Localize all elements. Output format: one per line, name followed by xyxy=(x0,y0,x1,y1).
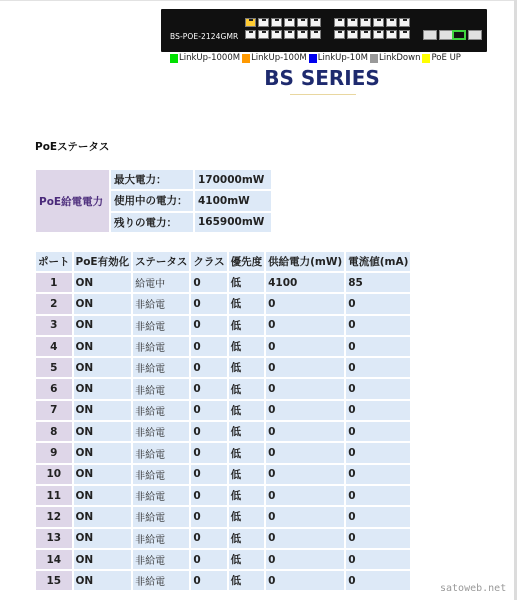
class-cell: 0 xyxy=(191,465,226,484)
priority-cell: 低 xyxy=(229,294,265,313)
table-row xyxy=(36,443,410,462)
legend-item xyxy=(242,53,307,63)
poe-enabled-cell: ON xyxy=(74,550,132,569)
status-cell: 非給電 xyxy=(133,401,189,420)
class-cell: 0 xyxy=(191,337,226,356)
sfp-port-3[interactable] xyxy=(452,30,466,40)
column-header-current: 電流値(mA) xyxy=(346,252,410,271)
title-underline xyxy=(290,94,356,95)
priority-cell: 低 xyxy=(229,379,265,398)
class-cell: 0 xyxy=(191,507,226,526)
status-cell: 非給電 xyxy=(133,486,189,505)
legend-label: LinkUp-1000M xyxy=(179,53,241,63)
current-cell: 85 xyxy=(346,273,410,292)
poe-port-status-table xyxy=(34,250,412,592)
priority-cell: 低 xyxy=(229,316,265,335)
port-11[interactable] xyxy=(310,18,321,27)
port-number-cell: 8 xyxy=(36,422,72,441)
class-cell: 0 xyxy=(191,571,226,590)
power-cell: 0 xyxy=(266,486,344,505)
status-cell: 非給電 xyxy=(133,316,189,335)
class-cell: 0 xyxy=(191,401,226,420)
sfp-port-2[interactable] xyxy=(439,30,453,40)
table-row xyxy=(36,465,410,484)
port-1[interactable] xyxy=(245,18,256,27)
port-18[interactable] xyxy=(360,30,371,39)
class-cell: 0 xyxy=(191,422,226,441)
port-number-cell: 10 xyxy=(36,465,72,484)
port-block-left xyxy=(245,18,322,40)
legend-label: LinkUp-100M xyxy=(251,53,307,63)
current-cell: 0 xyxy=(346,422,410,441)
legend-item xyxy=(370,53,421,63)
status-cell: 給電中 xyxy=(133,273,189,292)
column-header-class: クラス xyxy=(191,252,226,271)
priority-cell: 低 xyxy=(229,273,265,292)
port-number-cell: 14 xyxy=(36,550,72,569)
legend-item xyxy=(170,53,240,63)
legend-swatch xyxy=(370,54,378,63)
port-17[interactable] xyxy=(360,18,371,27)
priority-cell: 低 xyxy=(229,358,265,377)
port-15[interactable] xyxy=(347,18,358,27)
class-cell: 0 xyxy=(191,550,226,569)
power-cell: 0 xyxy=(266,443,344,462)
status-cell: 非給電 xyxy=(133,550,189,569)
column-header-power: 供給電力(mW) xyxy=(266,252,344,271)
port-number-cell: 2 xyxy=(36,294,72,313)
summary-row xyxy=(36,170,271,189)
current-cell: 0 xyxy=(346,529,410,548)
port-5[interactable] xyxy=(271,18,282,27)
port-13[interactable] xyxy=(334,18,345,27)
class-cell: 0 xyxy=(191,379,226,398)
class-cell: 0 xyxy=(191,443,226,462)
current-cell: 0 xyxy=(346,358,410,377)
status-cell: 非給電 xyxy=(133,422,189,441)
column-header-poe-enabled: PoE有効化 xyxy=(74,252,132,271)
top-border xyxy=(0,0,517,1)
current-cell: 0 xyxy=(346,294,410,313)
column-header-status: ステータス xyxy=(133,252,189,271)
current-cell: 0 xyxy=(346,571,410,590)
legend-swatch xyxy=(309,54,317,63)
port-number-cell: 3 xyxy=(36,316,72,335)
current-cell: 0 xyxy=(346,401,410,420)
status-cell: 非給電 xyxy=(133,507,189,526)
power-cell: 0 xyxy=(266,571,344,590)
summary-label-remaining: 残りの電力： xyxy=(111,213,193,232)
port-21[interactable] xyxy=(386,18,397,27)
table-row xyxy=(36,529,410,548)
sfp-port-1[interactable] xyxy=(423,30,437,40)
priority-cell: 低 xyxy=(229,529,265,548)
legend-label: LinkDown xyxy=(378,53,421,63)
status-cell: 非給電 xyxy=(133,465,189,484)
class-cell: 0 xyxy=(191,358,226,377)
power-cell: 0 xyxy=(266,401,344,420)
port-6[interactable] xyxy=(271,30,282,39)
class-cell: 0 xyxy=(191,316,226,335)
power-cell: 0 xyxy=(266,529,344,548)
sfp-port-4[interactable] xyxy=(468,30,482,40)
port-number-cell: 11 xyxy=(36,486,72,505)
summary-value-used: 4100mW xyxy=(195,191,271,210)
summary-label-max: 最大電力： xyxy=(111,170,193,189)
class-cell: 0 xyxy=(191,529,226,548)
power-cell: 0 xyxy=(266,422,344,441)
summary-label-used: 使用中の電力： xyxy=(111,191,193,210)
port-number-cell: 13 xyxy=(36,529,72,548)
column-header-port: ポート xyxy=(36,252,72,271)
poe-enabled-cell: ON xyxy=(74,529,132,548)
table-row xyxy=(36,550,410,569)
poe-power-summary-table xyxy=(34,168,273,234)
table-row xyxy=(36,273,410,292)
table-row xyxy=(36,422,410,441)
poe-enabled-cell: ON xyxy=(74,273,132,292)
current-cell: 0 xyxy=(346,316,410,335)
priority-cell: 低 xyxy=(229,550,265,569)
port-9[interactable] xyxy=(297,18,308,27)
table-header-row xyxy=(36,252,410,271)
status-cell: 非給電 xyxy=(133,294,189,313)
port-19[interactable] xyxy=(373,18,384,27)
legend-item xyxy=(309,53,368,63)
poe-enabled-cell: ON xyxy=(74,337,132,356)
table-row xyxy=(36,379,410,398)
summary-value-max: 170000mW xyxy=(195,170,271,189)
legend-label: PoE UP xyxy=(431,53,461,63)
status-cell: 非給電 xyxy=(133,337,189,356)
column-header-priority: 優先度 xyxy=(229,252,265,271)
class-cell: 0 xyxy=(191,294,226,313)
port-22[interactable] xyxy=(386,30,397,39)
poe-enabled-cell: ON xyxy=(74,358,132,377)
switch-panel-graphic xyxy=(161,9,487,52)
poe-enabled-cell: ON xyxy=(74,465,132,484)
current-cell: 0 xyxy=(346,550,410,569)
poe-enabled-cell: ON xyxy=(74,443,132,462)
legend-swatch xyxy=(170,54,178,63)
port-number-cell: 4 xyxy=(36,337,72,356)
port-number-cell: 5 xyxy=(36,358,72,377)
summary-value-remaining: 165900mW xyxy=(195,213,271,232)
power-cell: 0 xyxy=(266,550,344,569)
status-cell: 非給電 xyxy=(133,571,189,590)
legend-swatch xyxy=(422,54,430,63)
port-8[interactable] xyxy=(284,30,295,39)
class-cell: 0 xyxy=(191,486,226,505)
port-2[interactable] xyxy=(245,30,256,39)
current-cell: 0 xyxy=(346,443,410,462)
status-cell: 非給電 xyxy=(133,379,189,398)
model-label: BS-POE-2124GMR xyxy=(170,32,239,41)
port-3[interactable] xyxy=(258,18,269,27)
table-row xyxy=(36,358,410,377)
priority-cell: 低 xyxy=(229,486,265,505)
table-row xyxy=(36,294,410,313)
priority-cell: 低 xyxy=(229,465,265,484)
priority-cell: 低 xyxy=(229,401,265,420)
port-23[interactable] xyxy=(399,18,410,27)
table-row xyxy=(36,337,410,356)
priority-cell: 低 xyxy=(229,422,265,441)
port-number-cell: 9 xyxy=(36,443,72,462)
current-cell: 0 xyxy=(346,486,410,505)
current-cell: 0 xyxy=(346,465,410,484)
power-cell: 0 xyxy=(266,379,344,398)
power-cell: 0 xyxy=(266,337,344,356)
table-row xyxy=(36,486,410,505)
poe-enabled-cell: ON xyxy=(74,379,132,398)
priority-cell: 低 xyxy=(229,571,265,590)
poe-enabled-cell: ON xyxy=(74,401,132,420)
section-title: PoEステータス xyxy=(35,141,110,153)
port-number-cell: 6 xyxy=(36,379,72,398)
port-16[interactable] xyxy=(347,30,358,39)
port-block-right xyxy=(334,18,411,40)
port-12[interactable] xyxy=(310,30,321,39)
port-7[interactable] xyxy=(284,18,295,27)
port-14[interactable] xyxy=(334,30,345,39)
poe-enabled-cell: ON xyxy=(74,316,132,335)
poe-enabled-cell: ON xyxy=(74,422,132,441)
legend-label: LinkUp-10M xyxy=(317,53,368,63)
priority-cell: 低 xyxy=(229,337,265,356)
table-row xyxy=(36,401,410,420)
poe-enabled-cell: ON xyxy=(74,571,132,590)
table-body xyxy=(36,273,410,590)
summary-heading: PoE給電電力 xyxy=(36,170,109,232)
power-cell: 0 xyxy=(266,507,344,526)
port-number-cell: 1 xyxy=(36,273,72,292)
table-row xyxy=(36,507,410,526)
status-cell: 非給電 xyxy=(133,443,189,462)
legend-item xyxy=(422,53,460,63)
port-number-cell: 12 xyxy=(36,507,72,526)
power-cell: 4100 xyxy=(266,273,344,292)
class-cell: 0 xyxy=(191,273,226,292)
poe-enabled-cell: ON xyxy=(74,507,132,526)
legend-swatch xyxy=(242,54,250,63)
table-row xyxy=(36,571,410,590)
current-cell: 0 xyxy=(346,337,410,356)
poe-enabled-cell: ON xyxy=(74,294,132,313)
port-20[interactable] xyxy=(373,30,384,39)
priority-cell: 低 xyxy=(229,443,265,462)
port-number-cell: 15 xyxy=(36,571,72,590)
poe-enabled-cell: ON xyxy=(74,486,132,505)
priority-cell: 低 xyxy=(229,507,265,526)
port-4[interactable] xyxy=(258,30,269,39)
watermark: satoweb.net xyxy=(440,583,507,594)
power-cell: 0 xyxy=(266,294,344,313)
power-cell: 0 xyxy=(266,465,344,484)
status-cell: 非給電 xyxy=(133,358,189,377)
table-row xyxy=(36,316,410,335)
port-24[interactable] xyxy=(399,30,410,39)
port-number-cell: 7 xyxy=(36,401,72,420)
link-legend xyxy=(170,53,463,63)
page-brand-title: BS SERIES xyxy=(264,66,380,90)
power-cell: 0 xyxy=(266,316,344,335)
power-cell: 0 xyxy=(266,358,344,377)
port-10[interactable] xyxy=(297,30,308,39)
current-cell: 0 xyxy=(346,379,410,398)
status-cell: 非給電 xyxy=(133,529,189,548)
current-cell: 0 xyxy=(346,507,410,526)
